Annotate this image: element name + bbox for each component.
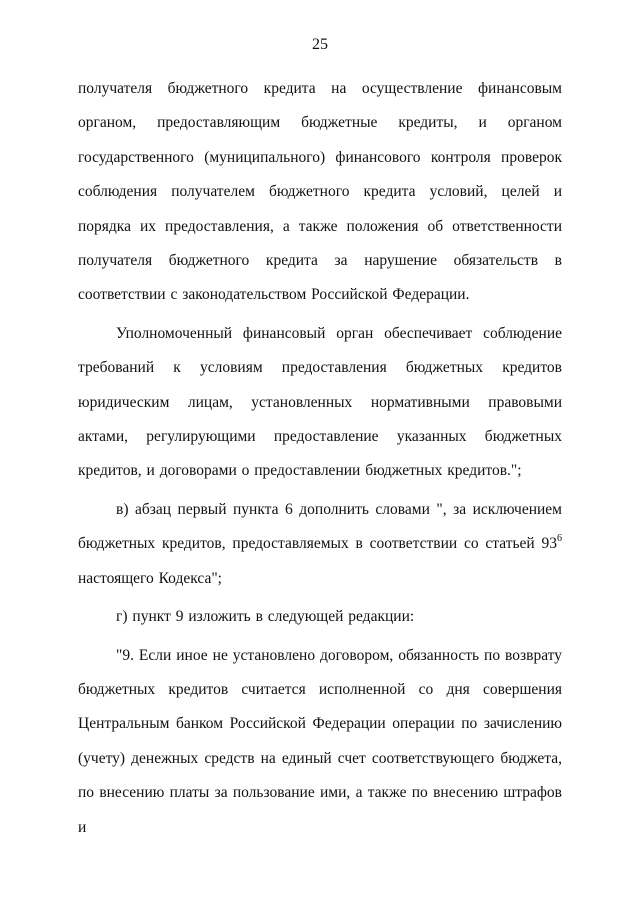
paragraph-item-v-tail: настоящего Кодекса"; (78, 569, 222, 587)
paragraph-item-v-text: в) абзац первый пункта 6 дополнить словами ", за исключением бюджетных кредитов, предоставляемых в соответствии со статьей 93 (78, 500, 562, 553)
paragraph-item-v (78, 493, 562, 596)
paragraph-item-g: г) пункт 9 изложить в следующей редакции: (116, 608, 415, 626)
page-number: 25 (312, 36, 328, 53)
paragraph-point-9: "9. Если иное не установлено договором, обязанность по возврату бюджетных кредитов считается исполненной со дня совершения Центральным банком Российской Федерации операции по зачислению (учету) денежных средств на единый счет соответствующего бюджета, по внесению платы за пользование ими, а также по внесению штрафов и (78, 646, 562, 836)
article-superscript: 6 (557, 533, 562, 545)
paragraph-continuation: получателя бюджетного кредита на осуществление финансовым органом, предоставляющим бюджетные кредиты, и органом государственного (муниципального) финансового контроля проверок соблюдения получателем бюджетного кредита условий, целей и порядка их предоставления, а также положения об ответственности получателя бюджетного кредита за нарушение обязательств в соответствии с законодательством Российской Федерации. (78, 80, 562, 304)
document-body (78, 72, 562, 845)
paragraph-authorized-body: Уполномоченный финансовый орган обеспечивает соблюдение требований к условиям предоставления бюджетных кредитов юридическим лицам, установленных нормативными правовыми актами, регулирующими предоставление указанных бюджетных кредитов, и договорами о предоставлении бюджетных кредитов."; (78, 324, 562, 480)
